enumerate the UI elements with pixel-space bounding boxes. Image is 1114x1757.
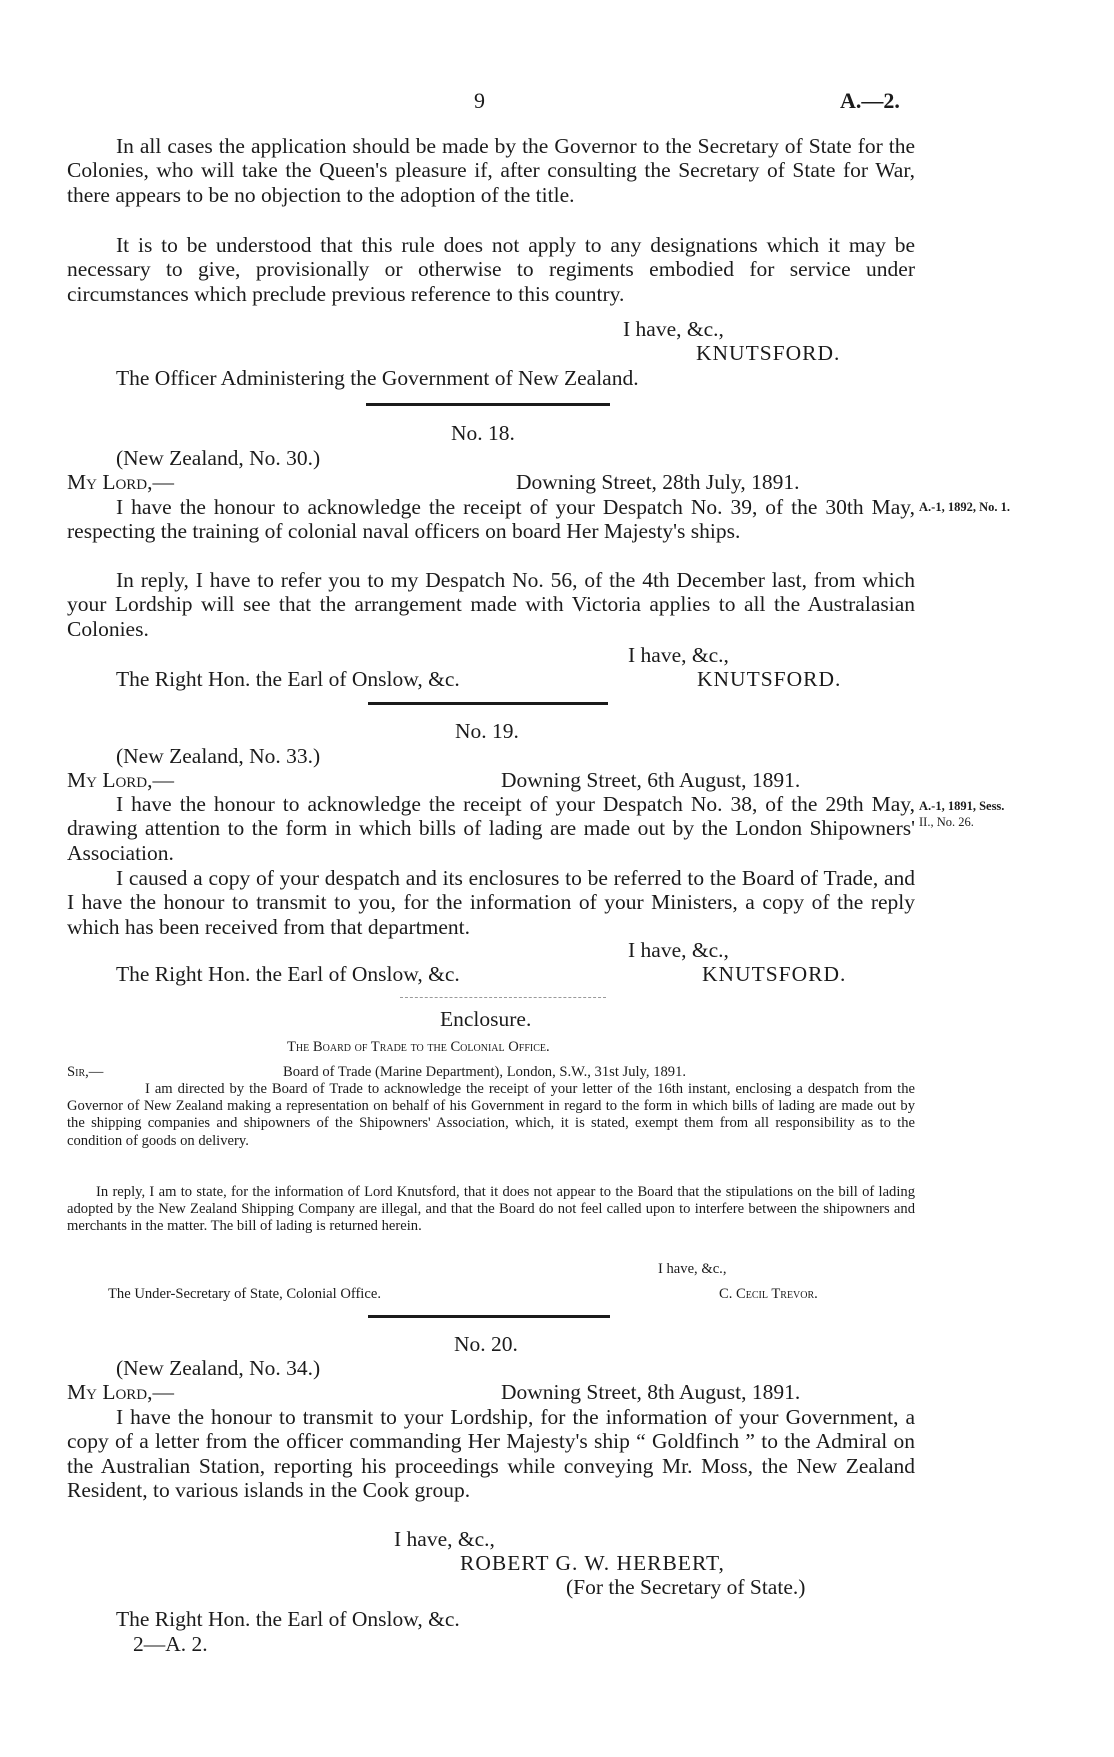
enclosure-subheading: The Board of Trade to the Colonial Office. [287, 1039, 550, 1055]
despatch-19-reference: (New Zealand, No. 33.) [116, 744, 321, 768]
despatch-18-addressee: The Right Hon. the Earl of Onslow, &c. [116, 667, 460, 691]
enclosure-salutation: Sir,— [67, 1064, 104, 1080]
enclosure-place-date: Board of Trade (Marine Department), London, S.W., 31st July, 1891. [283, 1064, 687, 1080]
section-rule [366, 403, 610, 406]
despatch-20-paragraph-1: I have the honour to transmit to your Lordship, for the information of your Government, a copy of a letter from the officer commanding Her Majesty's ship “ Goldfinch ” to the Admiral on the Australian Station, reporting his proceedings while conveying Mr. Moss, the New Zealand Resident, to various islands in the Cook group. [67, 1405, 915, 1503]
enclosure-closing: I have, &c., [658, 1261, 727, 1277]
despatch-number-18: No. 18. [451, 421, 515, 445]
signature-mark: 2—A. 2. [133, 1632, 208, 1656]
section-rule [368, 1315, 610, 1318]
intro-paragraph-1: In all cases the application should be made by the Governor to the Secretary of State for the Colonies, who will take the Queen's pleasure if, after consulting the Secretary of State for War, there appears to be no objection to the adoption of the title. [67, 134, 915, 207]
intro-signature: KNUTSFORD. [696, 341, 841, 365]
enclosure-addressee: The Under-Secretary of State, Colonial Office. [108, 1286, 381, 1302]
intro-closing: I have, &c., [623, 317, 724, 341]
enclosure-signature: C. Cecil Trevor. [719, 1286, 818, 1302]
despatch-20-closing: I have, &c., [394, 1527, 495, 1551]
despatch-19-salutation: My Lord,— [67, 768, 175, 792]
despatch-20-signature: ROBERT G. W. HERBERT, [460, 1551, 725, 1575]
despatch-19-closing: I have, &c., [628, 938, 729, 962]
despatch-19-signature: KNUTSFORD. [702, 962, 847, 986]
despatch-19-paragraph-2: I caused a copy of your despatch and its enclosures to be referred to the Board of Trade, and I have the honour to transmit to you, for the information of your Ministers, a copy of the reply which has been received from that department. [67, 866, 915, 939]
enclosure-paragraph-2: In reply, I am to state, for the information of Lord Knutsford, that it does not appear to the Board that the stipulations on the bill of lading adopted by the New Zealand Shipping Company are illegal, and that the Board do not feel called upon to interfere between the shipowners and merchants in the matter. The bill of lading is returned herein. [67, 1184, 915, 1235]
despatch-19-place-date: Downing Street, 6th August, 1891. [501, 768, 801, 792]
page-number: 9 [474, 88, 485, 113]
section-rule [368, 702, 608, 705]
despatch-20-place-date: Downing Street, 8th August, 1891. [501, 1380, 801, 1404]
intro-addressee: The Officer Administering the Government of New Zealand. [116, 366, 639, 390]
despatch-18-reference: (New Zealand, No. 30.) [116, 446, 321, 470]
despatch-19-margin-note-1: A.-1, 1891, Sess. [919, 799, 1005, 813]
paper-reference: A.—2. [840, 88, 900, 113]
despatch-number-19: No. 19. [455, 719, 519, 743]
enclosure-paragraph-1: I am directed by the Board of Trade to acknowledge the receipt of your letter of the 16th instant, enclosing a despatch from the Governor of New Zealand making a representation on behalf of his Government in regard to the form in which bills of lading are made out by the shipping companies and shipowners of the Shipowners' Association, which, it is stated, exempt them from all responsibility as to the condition of goods on delivery. [67, 1081, 915, 1149]
despatch-20-addressee: The Right Hon. the Earl of Onslow, &c. [116, 1607, 460, 1631]
despatch-20-signature-note: (For the Secretary of State.) [566, 1575, 806, 1599]
despatch-18-salutation: My Lord,— [67, 470, 175, 494]
despatch-20-salutation: My Lord,— [67, 1380, 175, 1404]
despatch-18-paragraph-1: I have the honour to acknowledge the receipt of your Despatch No. 39, of the 30th May, respecting the training of colonial naval officers on board Her Majesty's ships. [67, 495, 915, 544]
despatch-18-closing: I have, &c., [628, 643, 729, 667]
enclosure-heading: Enclosure. [440, 1007, 532, 1031]
despatch-18-signature: KNUTSFORD. [697, 667, 842, 691]
despatch-18-place-date: Downing Street, 28th July, 1891. [516, 470, 800, 494]
despatch-19-margin-note-2: II., No. 26. [919, 815, 974, 829]
despatch-number-20: No. 20. [454, 1332, 518, 1356]
despatch-18-paragraph-2: In reply, I have to refer you to my Despatch No. 56, of the 4th December last, from which your Lordship will see that the arrangement made with Victoria applies to all the Australasian Colonies. [67, 568, 915, 641]
despatch-19-paragraph-1: I have the honour to acknowledge the receipt of your Despatch No. 38, of the 29th May, drawing attention to the form in which bills of lading are made out by the London Shipowners' Association. [67, 792, 915, 865]
despatch-20-reference: (New Zealand, No. 34.) [116, 1356, 321, 1380]
despatch-19-addressee: The Right Hon. the Earl of Onslow, &c. [116, 962, 460, 986]
despatch-18-margin-note: A.-1, 1892, No. 1. [919, 500, 1010, 514]
intro-paragraph-2: It is to be understood that this rule does not apply to any designations which it may be necessary to give, provisionally or otherwise to regiments embodied for service under circumstances which preclude previous reference to this country. [67, 233, 915, 306]
enclosure-divider [400, 997, 606, 998]
